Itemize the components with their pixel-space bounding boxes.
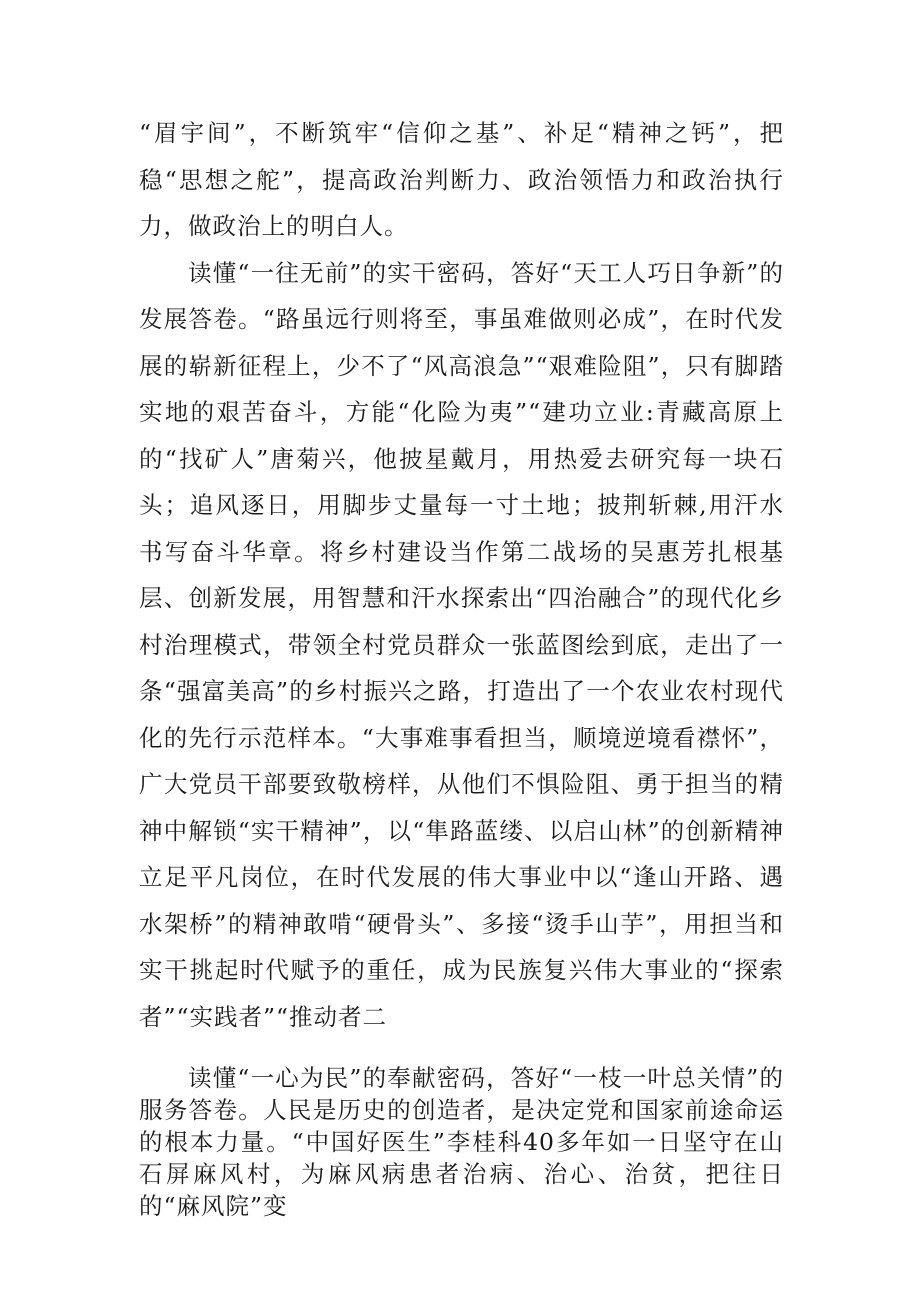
- paragraph-1: “眉宇间”，不断筑牢“信仰之基”、补足“精神之钙”，把稳“思想之舵”，提高政治判断力、政治领悟力和政治执行力，做政治上的明白人。: [139, 119, 784, 240]
- paragraph-2: 读懂“一往无前”的实干密码，答好“天工人巧日争新”的发展答卷。“路虽远行则将至，事虽难做则必成”，在时代发展的崭新征程上，少不了“风高浪急”“艰难险阻”，只有脚踏实地的艰苦奋斗，方能“化险为夷”“建功立业:青藏高原上的“找矿人”唐菊兴，他披星戴月，用热爱去研究每一块石头；追风逐日，用脚步丈量每一寸土地；披荆斩棘,用汗水书写奋斗华章。将乡村建设当作第二战场的吴惠芳扎根基层、创新发展，用智慧和汗水探索出“四治融合”的现代化乡村治理模式，带领全村党员群众一张蓝图绘到底，走出了一条“强富美高”的乡村振兴之路，打造出了一个农业农村现代化的先行示范样本。“大事难事看担当，顺境逆境看襟怀”，广大党员干部要致敬榜样，从他们不惧险阻、勇于担当的精神中解锁“实干精神”，以“隼路蓝缕、以启山林”的创新精神立足平凡岗位，在时代发展的伟大事业中以“逢山开路、遇水架桥”的精神敢啃“硬骨头”、多接“烫手山芋”，用担当和实干挑起时代赋予的重任，成为民族复兴伟大事业的“探索者”“实践者”“推动者二: [139, 258, 784, 1031]
- document-page: [139, 110, 784, 1222]
- paragraph-3: 读懂“一心为民”的奉献密码，答好“一枝一叶总关情”的服务答卷。人民是历史的创造者，是决定党和国家前途命运的根本力量。“中国好医生”李桂科40多年如一日坚守在山石屏麻风村，为麻风病患者治病、治心、治贫，把往日的“麻风院”变: [139, 1064, 784, 1220]
